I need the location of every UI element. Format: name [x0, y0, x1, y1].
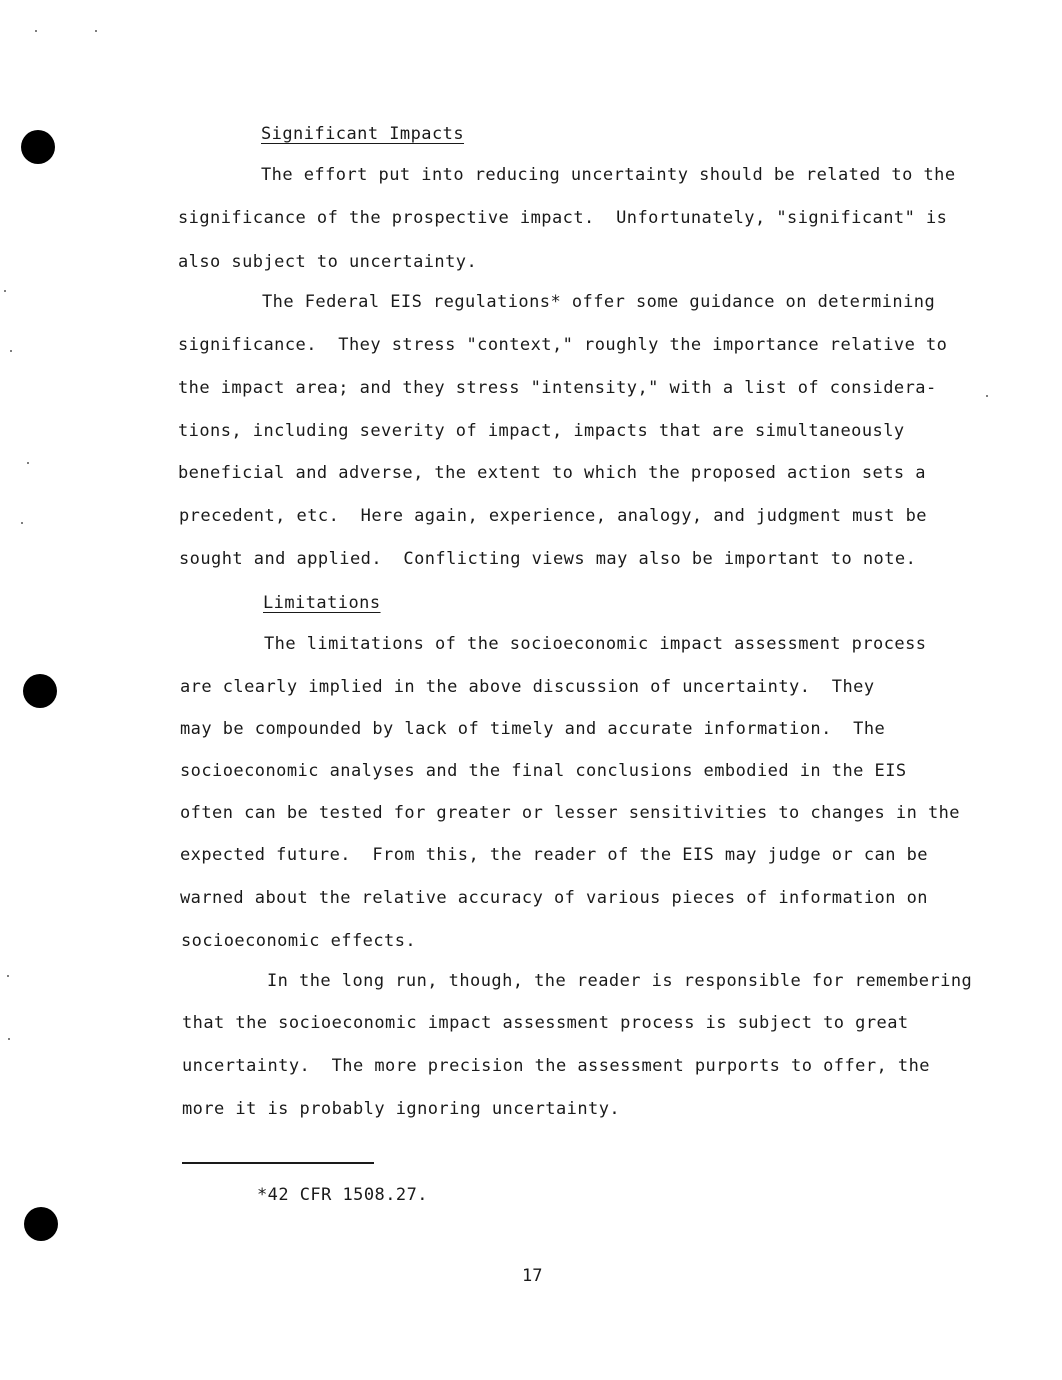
paragraph-line: warned about the relative accuracy of various pieces of information on: [180, 888, 928, 908]
footnote: *42 CFR 1508.27.: [257, 1185, 428, 1205]
scan-speck: [10, 350, 12, 352]
scan-speck: [4, 290, 6, 292]
paragraph-line: the impact area; and they stress "intensity," with a list of considera-: [178, 378, 937, 398]
paragraph-line: significance of the prospective impact. Unfortunately, "significant" is: [178, 208, 948, 228]
paragraph-line: socioeconomic effects.: [181, 931, 417, 951]
scan-speck: [35, 30, 37, 32]
punch-hole-bottom: [24, 1207, 58, 1241]
paragraph-line: socioeconomic analyses and the final conclusions embodied in the EIS: [180, 761, 907, 781]
section-heading-significant-impacts: Significant Impacts: [261, 124, 465, 144]
page-number: 17: [522, 1266, 543, 1286]
scan-speck: [27, 462, 29, 464]
paragraph-line: often can be tested for greater or lesser sensitivities to changes in the: [180, 803, 960, 823]
scan-speck: [95, 30, 97, 32]
paragraph-line: The Federal EIS regulations* offer some guidance on determining: [262, 292, 936, 312]
scan-speck: [986, 395, 988, 397]
paragraph-line: expected future. From this, the reader of the EIS may judge or can be: [180, 845, 928, 865]
punch-hole-middle: [23, 674, 57, 708]
paragraph-line: uncertainty. The more precision the assessment purports to offer, the: [182, 1056, 930, 1076]
paragraph-line: In the long run, though, the reader is responsible for remembering: [267, 971, 973, 991]
paragraph-line: are clearly implied in the above discussion of uncertainty. They: [180, 677, 875, 697]
scan-speck: [8, 1038, 10, 1040]
scan-speck: [7, 975, 9, 977]
paragraph-line: sought and applied. Conflicting views may also be important to note.: [179, 549, 917, 569]
paragraph-line: The effort put into reducing uncertainty should be related to the: [261, 165, 956, 185]
paragraph-line: may be compounded by lack of timely and accurate information. The: [180, 719, 886, 739]
section-heading-limitations: Limitations: [263, 593, 381, 613]
paragraph-line: more it is probably ignoring uncertainty.: [182, 1099, 621, 1119]
paragraph-line: significance. They stress "context," roughly the importance relative to: [178, 335, 948, 355]
punch-hole-top: [21, 130, 55, 164]
paragraph-line: The limitations of the socioeconomic impact assessment process: [264, 634, 927, 654]
footnote-rule: [182, 1162, 374, 1164]
paragraph-line: that the socioeconomic impact assessment process is subject to great: [182, 1013, 909, 1033]
paragraph-line: beneficial and adverse, the extent to which the proposed action sets a: [178, 463, 926, 483]
paragraph-line: precedent, etc. Here again, experience, analogy, and judgment must be: [179, 506, 927, 526]
paragraph-line: tions, including severity of impact, impacts that are simultaneously: [178, 421, 905, 441]
scan-speck: [21, 522, 23, 524]
paragraph-line: also subject to uncertainty.: [178, 252, 478, 272]
